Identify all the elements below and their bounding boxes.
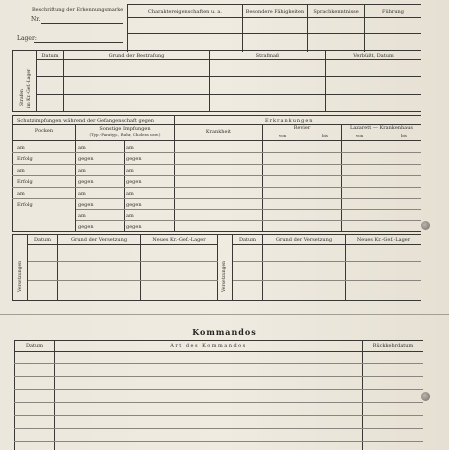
fold-line: [0, 314, 449, 315]
conduct-label: Führung: [382, 9, 404, 15]
vacc-row-5: am: [17, 191, 25, 197]
vacc-am-7: am: [78, 213, 86, 219]
commands-kind-header: Art des Kommandos: [170, 343, 247, 349]
vacc-row-4: Erfolg: [17, 179, 33, 185]
lager-line: [34, 42, 123, 43]
vacc-am-2: am: [126, 145, 134, 151]
header-top: [127, 4, 421, 5]
transfer-date-1: Datum: [34, 237, 51, 243]
vacc-gegen-2: gegen: [126, 156, 142, 162]
lazarett-header: Lazarett — Krankenhaus: [350, 125, 413, 131]
punishment-served-header: Verbüßt, Datum: [353, 53, 394, 59]
vacc-am-8: am: [126, 213, 134, 219]
vacc-am-5: am: [78, 191, 86, 197]
punishment-penalty-header: Strafmaß: [255, 53, 280, 59]
vacc-gegen-1: gegen: [78, 156, 94, 162]
transfers-side-label-2: Versetzungen: [222, 260, 227, 292]
commands-title: Kommandos: [192, 327, 257, 337]
vacc-gegen-7: gegen: [78, 224, 94, 230]
vacc-gegen-4: gegen: [126, 179, 142, 185]
vaccination-heading: Schutzimpfungen während der Gefangenschaft gegen: [17, 118, 155, 124]
punch-hole-bottom: [421, 392, 430, 401]
pocken-header: Pocken: [34, 128, 54, 134]
vacc-row-3: am: [17, 168, 25, 174]
lazarett-von: von: [356, 133, 364, 138]
languages-label: Sprachkenntnisse: [313, 9, 359, 15]
punishment-date-header: Datum: [41, 53, 59, 59]
vacc-gegen-6: gegen: [126, 202, 142, 208]
vacc-am-3: am: [78, 168, 86, 174]
revier-von: von: [279, 133, 287, 138]
vacc-row-6: Erfolg: [17, 202, 33, 208]
skills-label: Besondere Fähigkeiten: [245, 9, 305, 15]
transfer-reason-1: Grund der Versetzung: [70, 237, 128, 243]
other-vacc-header: Sonstige Impfungen: [99, 126, 151, 132]
commands-date-header: Datum: [26, 343, 43, 349]
transfer-camp-1: Neues Kr.-Gef.-Lager: [152, 237, 206, 243]
lazarett-bis: bis: [401, 133, 407, 138]
transfer-reason-2: Grund der Versetzung: [275, 237, 333, 243]
punishment-reason-header: Grund der Bestrafung: [108, 53, 165, 59]
other-vacc-subheader: (Typ.-Paratyp., Ruhr, Cholera usw.): [89, 132, 161, 137]
transfers-side-label-1: Versetzungen: [18, 260, 23, 292]
vacc-am-6: am: [126, 191, 134, 197]
illness-heading: Erkrankungen: [265, 118, 314, 124]
vacc-gegen-3: gegen: [78, 179, 94, 185]
lager-label: Lager:: [17, 35, 37, 42]
vacc-row-2: Erfolg: [17, 156, 33, 162]
vacc-am-1: am: [78, 145, 86, 151]
transfer-camp-2: Neues Kr.-Gef.-Lager: [356, 237, 411, 243]
disease-header: Krankheit: [205, 129, 232, 135]
punishment-side-label-2: im Kr.-Gef.-Lager: [27, 68, 32, 108]
nr-label: Nr.: [31, 16, 41, 23]
vacc-gegen-8: gegen: [126, 224, 142, 230]
vacc-am-4: am: [126, 168, 134, 174]
transfer-date-2: Datum: [239, 237, 256, 243]
vacc-gegen-5: gegen: [78, 202, 94, 208]
commands-return-header: Rückkehrdatum: [372, 343, 414, 349]
vacc-row-1: am: [17, 145, 25, 151]
character-label: Charaktereigenschaften u. a.: [148, 9, 222, 15]
punishment-side-label: Strafen: [20, 89, 25, 106]
punch-hole-top: [421, 221, 430, 230]
revier-header: Revier: [293, 125, 311, 131]
office-label: Beschriftung der Erkennungsmarke: [32, 7, 124, 13]
nr-line: [41, 23, 123, 24]
revier-bis: bis: [322, 133, 328, 138]
